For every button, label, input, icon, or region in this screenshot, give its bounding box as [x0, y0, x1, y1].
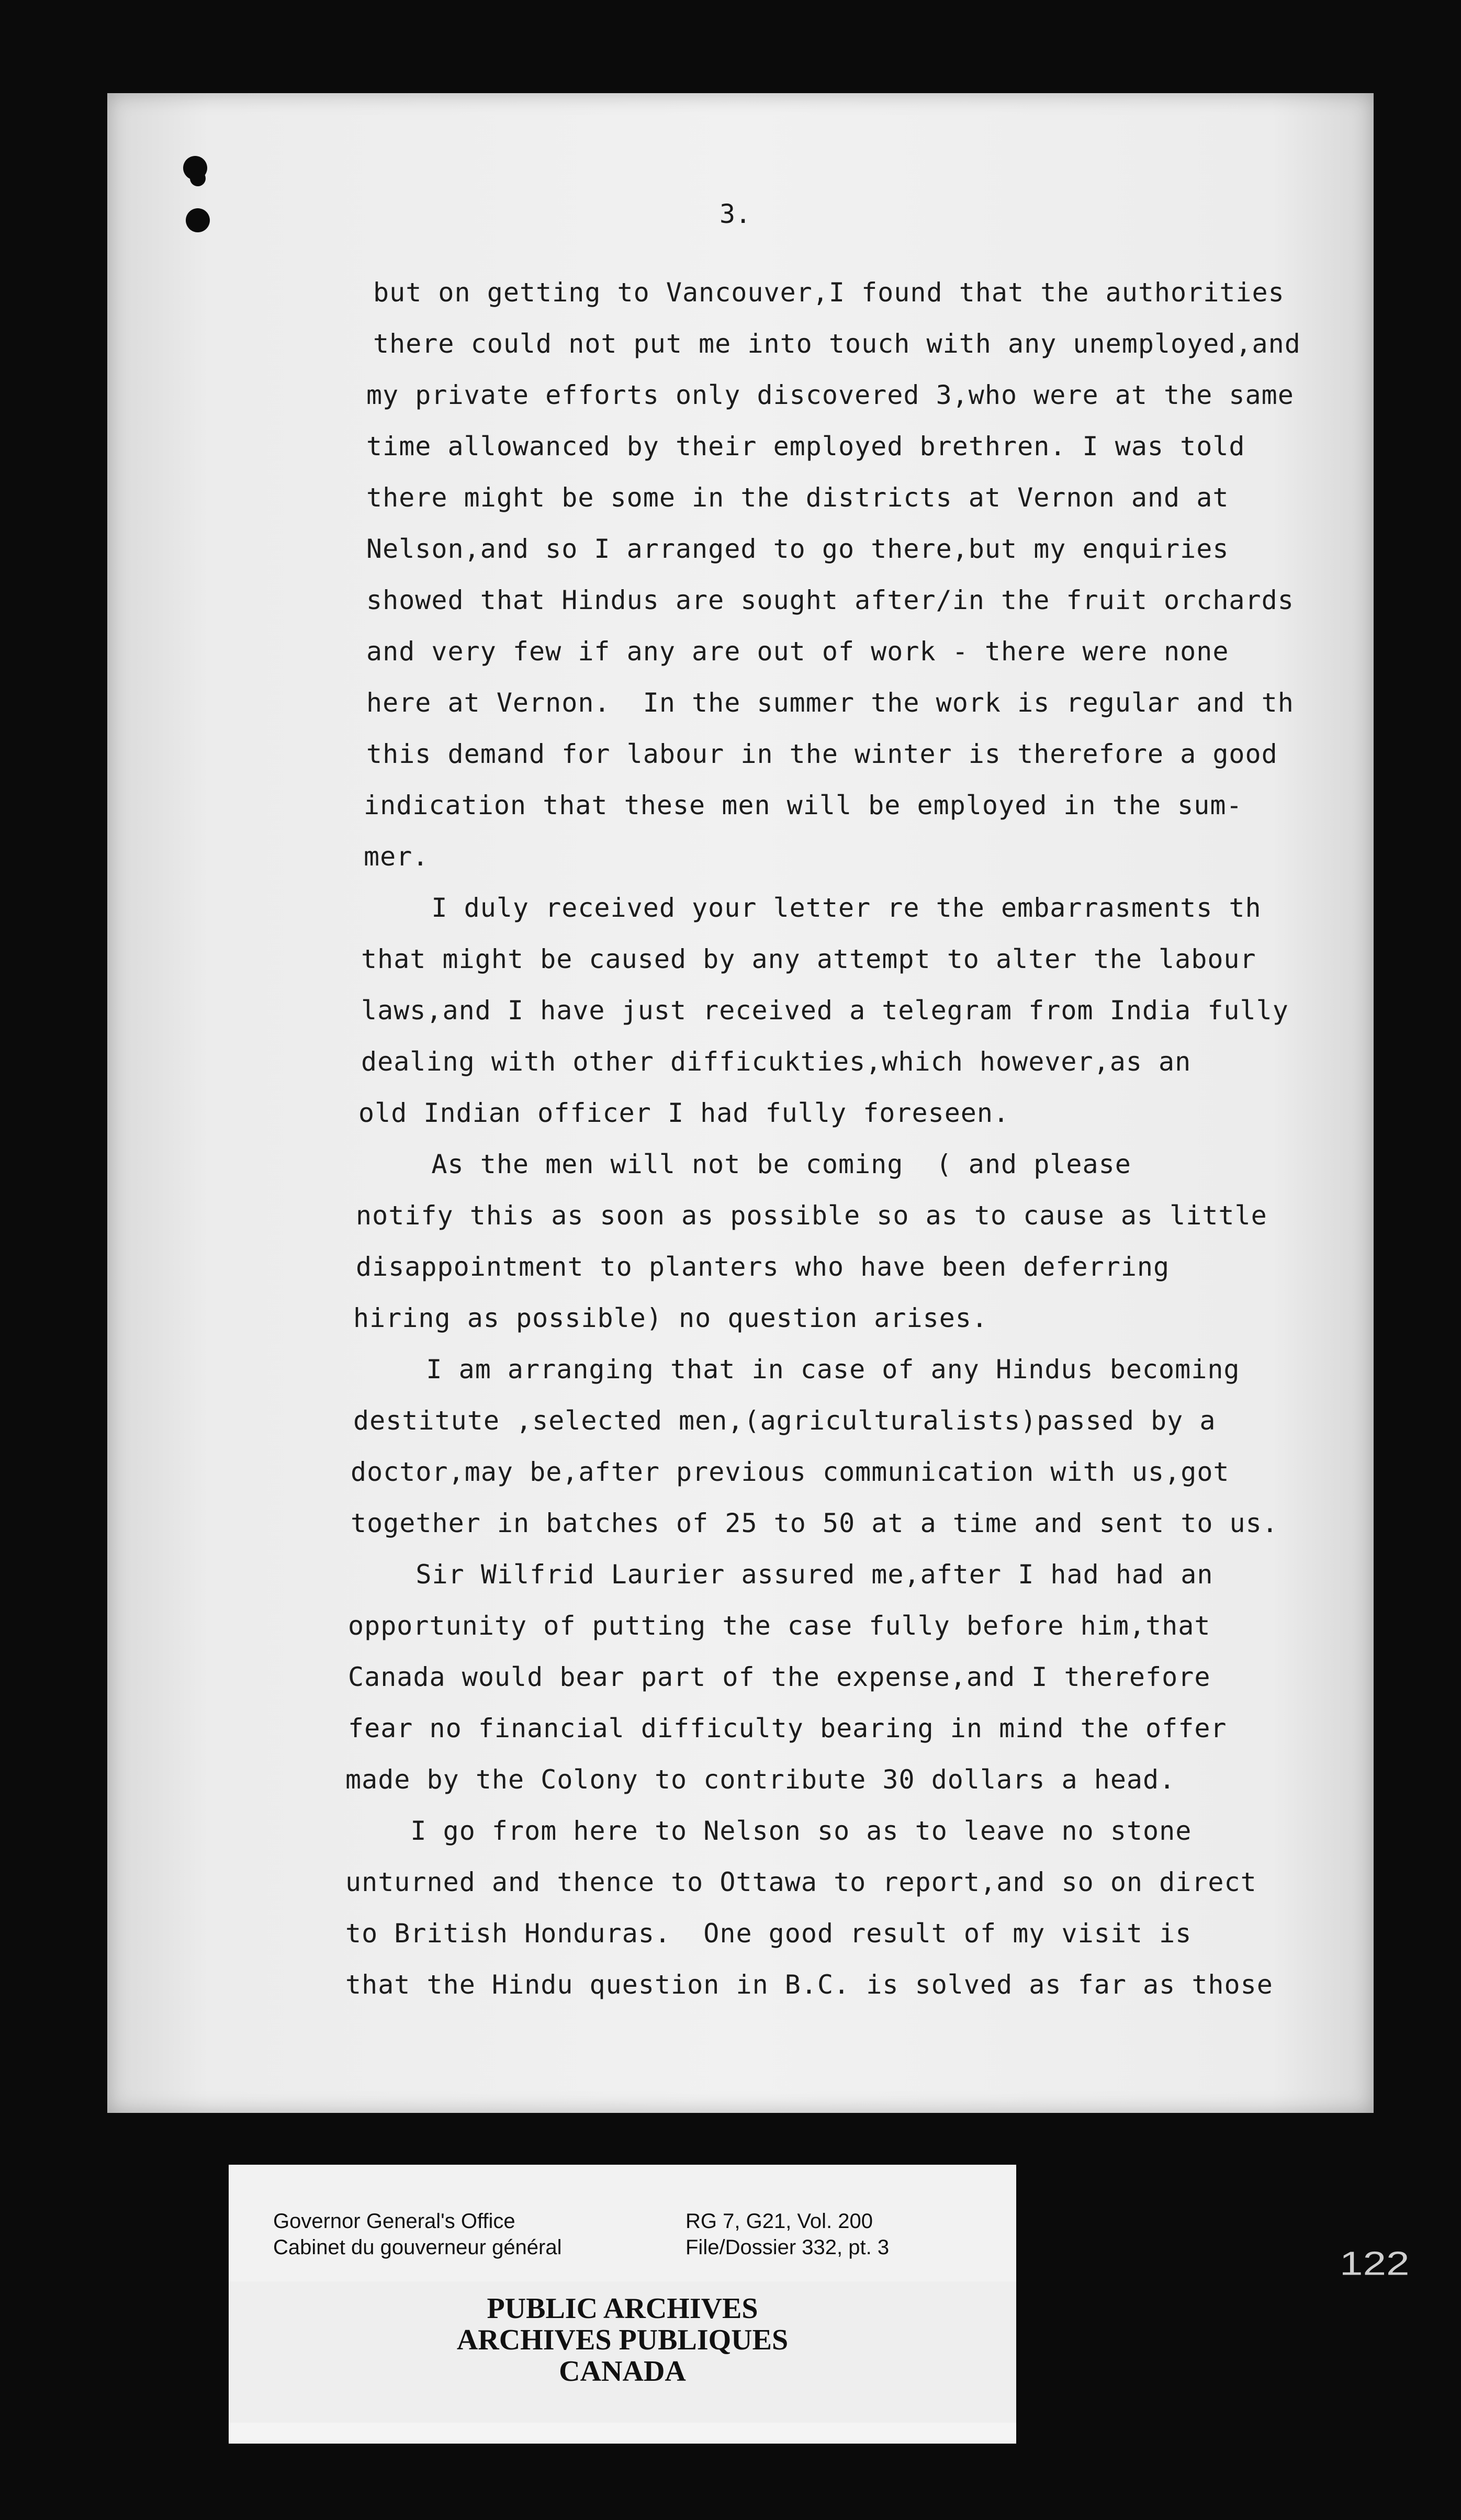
record-group-reference: RG 7, G21, Vol. 200 [685, 2210, 873, 2233]
text-line: Nelson,and so I arranged to go there,but my enquiries [366, 534, 1229, 564]
file-reference: File/Dossier 332, pt. 3 [685, 2236, 890, 2259]
text-line: that the Hindu question in B.C. is solved as far as those [345, 1970, 1273, 2000]
text-line: dealing with other difficukties,which however,as an [361, 1047, 1192, 1077]
office-name-english: Governor General's Office [273, 2210, 515, 2233]
text-line: doctor,may be,after previous communication with us,got [351, 1457, 1230, 1487]
archives-country: CANADA [559, 2355, 686, 2388]
text-line: mer. [364, 841, 429, 872]
archives-stamp [229, 2281, 1016, 2423]
text-line: my private efforts only discovered 3,who were at the same [366, 380, 1294, 410]
text-line: disappointment to planters who have been deferring [356, 1252, 1170, 1282]
text-line: old Indian officer I had fully foreseen. [358, 1098, 1010, 1128]
text-line: there could not put me into touch with any unemployed,and [373, 329, 1301, 359]
text-line: that might be caused by any attempt to alter the labour [361, 944, 1256, 974]
text-line: time allowanced by their employed brethren. I was told [366, 431, 1245, 462]
page-number: 3. [720, 199, 751, 229]
text-line: unturned and thence to Ottawa to report,and so on direct [345, 1867, 1257, 1897]
text-line: fear no financial difficulty bearing in mind the offer [348, 1713, 1227, 1743]
text-line: here at Vernon. In the summer the work is regular and th [366, 688, 1294, 718]
punch-hole [190, 171, 206, 186]
text-line: made by the Colony to contribute 30 dollars a head. [345, 1764, 1176, 1795]
label-bottom-strip [229, 2423, 1016, 2444]
text-line: I duly received your letter re the embarrasments th [366, 893, 1262, 923]
archives-title-french: ARCHIVES PUBLIQUES [456, 2324, 789, 2356]
text-line: As the men will not be coming ( and please [366, 1149, 1131, 1179]
text-line: opportunity of putting the case fully before him,that [348, 1611, 1211, 1641]
text-line: hiring as possible) no question arises. [353, 1303, 988, 1333]
text-line: indication that these men will be employed in the sum- [364, 790, 1243, 820]
punch-hole [186, 208, 210, 232]
text-line: showed that Hindus are sought after/in the fruit orchards [366, 585, 1294, 615]
office-name-french: Cabinet du gouverneur général [273, 2236, 562, 2259]
text-line: this demand for labour in the winter is therefore a good [366, 739, 1278, 769]
text-line: Canada would bear part of the expense,and I therefore [348, 1662, 1211, 1692]
text-line: and very few if any are out of work - there were none [366, 636, 1229, 667]
text-line: together in batches of 25 to 50 at a time and sent to us. [351, 1508, 1278, 1538]
text-line: there might be some in the districts at Vernon and at [366, 482, 1229, 513]
text-line: to British Honduras. One good result of my visit is [345, 1918, 1192, 1949]
text-line: notify this as soon as possible so as to cause as little [356, 1200, 1267, 1231]
side-stamp-number: 122 [1340, 2245, 1410, 2282]
text-line: I go from here to Nelson so as to leave no stone [345, 1816, 1192, 1846]
text-line: Sir Wilfrid Laurier assured me,after I had had an [351, 1559, 1213, 1590]
text-line: I am arranging that in case of any Hindus becoming [361, 1354, 1240, 1385]
text-line: laws,and I have just received a telegram from India fully [361, 995, 1289, 1026]
archives-title-english: PUBLIC ARCHIVES [487, 2292, 758, 2325]
text-line: destitute ,selected men,(agriculturalists)passed by a [353, 1405, 1216, 1436]
text-line: but on getting to Vancouver,I found that the authorities [373, 277, 1285, 308]
